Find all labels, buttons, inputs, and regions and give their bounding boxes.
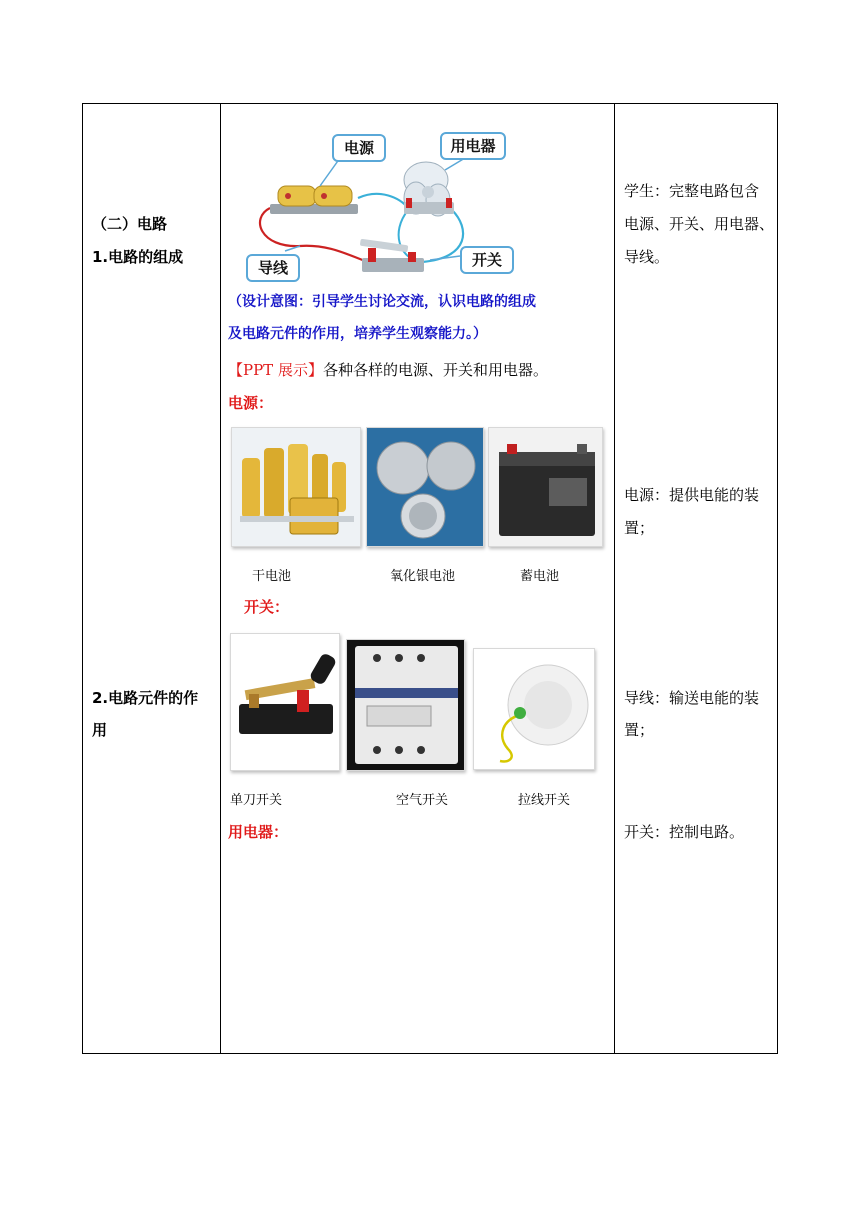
label-power-source: 电源	[332, 134, 386, 162]
photo-knife-switch	[230, 633, 340, 771]
photo-pull-switch	[473, 648, 595, 770]
student-line3: 导线。	[624, 248, 670, 266]
item-component-role-line2: 用	[92, 721, 108, 739]
label-switch: 开关	[460, 246, 514, 274]
circuit-diagram	[240, 128, 520, 280]
ppt-text: 各种各样的电源、开关和用电器。	[322, 361, 548, 379]
wire-desc-line1: 导线：输送电能的装	[624, 689, 760, 707]
switch-heading: 开关：	[244, 598, 290, 616]
photo-air-switch	[346, 639, 465, 771]
label-wire: 导线	[246, 254, 300, 282]
column-divider-1	[220, 104, 221, 1053]
caption-dry-battery: 干电池	[252, 569, 292, 584]
design-intent-line1: （设计意图：引导学生讨论交流，认识电路的组成	[228, 294, 536, 310]
caption-storage-battery: 蓄电池	[520, 569, 560, 584]
power-desc-line1: 电源：提供电能的装	[624, 486, 760, 504]
ppt-line	[228, 360, 548, 380]
column-divider-2	[614, 104, 615, 1053]
wire-desc-line2: 置；	[624, 721, 655, 739]
photo-silver-oxide-batteries	[366, 427, 484, 547]
item-circuit-composition: 1.电路的组成	[92, 248, 184, 266]
caption-pull-switch: 拉线开关	[518, 793, 571, 808]
switch-desc-line1: 开关：控制电路。	[624, 823, 745, 841]
student-line1: 学生：完整电路包含	[624, 182, 760, 200]
ppt-tag: 【PPT 展示】	[228, 361, 323, 379]
appliance-heading: 用电器：	[228, 823, 289, 841]
item-component-role-line1: 2.电路元件的作	[92, 689, 199, 707]
photo-storage-battery	[488, 427, 603, 547]
caption-knife-switch: 单刀开关	[230, 793, 283, 808]
power-desc-line2: 置；	[624, 519, 655, 537]
student-line2: 电源、开关、用电器、	[624, 215, 775, 233]
photo-dry-batteries	[231, 427, 361, 547]
label-appliance: 用电器	[440, 132, 506, 160]
power-heading: 电源：	[228, 394, 274, 412]
design-intent-line2: 及电路元件的作用，培养学生观察能力。）	[228, 326, 487, 342]
caption-air-switch: 空气开关	[396, 793, 449, 808]
caption-silver-oxide-battery: 氧化银电池	[390, 569, 456, 584]
section-heading: （二）电路	[92, 215, 168, 233]
